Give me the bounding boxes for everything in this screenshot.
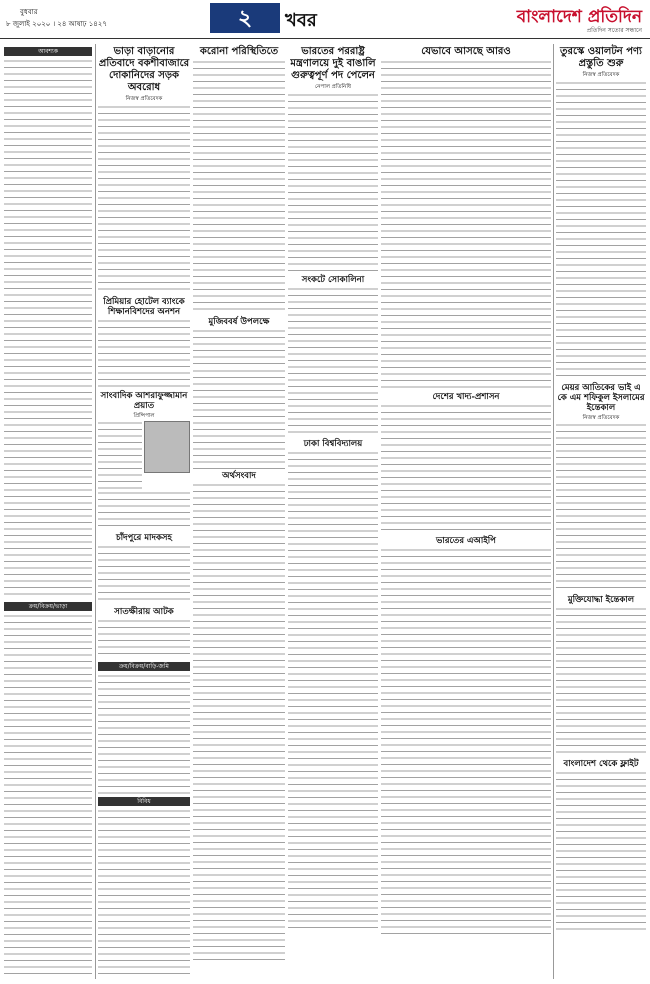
article-headline: মুক্তিযোদ্ধা ইন্তেকাল bbox=[567, 595, 635, 605]
classified-block bbox=[4, 614, 92, 974]
classified-heading: ক্রয়/বিক্রয়/ভাড়া bbox=[4, 602, 92, 611]
classified-block bbox=[98, 809, 190, 979]
article-body bbox=[556, 607, 646, 757]
article-body bbox=[288, 93, 378, 273]
classified-heading: বিবিধ bbox=[98, 797, 190, 806]
article-body bbox=[288, 287, 378, 437]
column-rule bbox=[95, 44, 96, 979]
article-body bbox=[98, 319, 190, 389]
classifieds-column bbox=[4, 44, 92, 979]
article-column bbox=[98, 44, 190, 979]
article-body bbox=[381, 548, 551, 938]
article-byline: নিজস্ব প্রতিবেদক bbox=[582, 72, 620, 78]
classified-block bbox=[98, 674, 190, 794]
article-headline: তুরস্কে ওয়ালটন পণ্য প্রস্তুতি শুরু bbox=[560, 46, 642, 69]
article-body bbox=[98, 545, 190, 605]
brand-tagline: প্রতিদিন সত্যের সন্ধানে bbox=[586, 27, 642, 34]
article-byline: প্রিন্সিপাল bbox=[133, 412, 155, 419]
section-title: খবর bbox=[285, 10, 317, 31]
article-headline: সাংবাদিক আশরাফুজ্জামান প্রয়াত bbox=[100, 390, 188, 411]
article-body bbox=[98, 619, 190, 659]
page-number: ২ bbox=[210, 3, 280, 33]
article-headline: ভারতের পররাষ্ট্র মন্ত্রণালয়ে দুই বাঙালি গুরুত্বপূর্ণ পদ পেলেন bbox=[290, 46, 376, 81]
obituary-block bbox=[98, 421, 190, 491]
classified-heading: ক্রয়/বিক্রয়/বাড়ি-জমি bbox=[98, 662, 190, 671]
classified-heading: আবশ্যক bbox=[4, 47, 92, 56]
article-headline: বাংলাদেশ থেকে ফ্লাইট bbox=[563, 759, 639, 769]
article-column bbox=[381, 44, 551, 979]
classified-block bbox=[4, 59, 92, 599]
article-headline: চাঁদপুরে মাদকসহ bbox=[115, 533, 172, 543]
article-body bbox=[381, 60, 551, 390]
article-headline: যেভাবে আসছে আরও bbox=[421, 46, 511, 57]
article-body bbox=[98, 105, 190, 295]
article-body bbox=[381, 404, 551, 534]
article-body bbox=[193, 483, 285, 963]
article-headline: মেয়র আতিকের ভাই এ কে এম শফিকুল ইসলামের ইন্তেকাল bbox=[557, 382, 645, 413]
article-headline: করোনা পরিস্থিতিতে bbox=[199, 46, 279, 57]
portrait-photo bbox=[144, 421, 190, 473]
article-headline: মুজিববর্ষ উপলক্ষে bbox=[208, 317, 270, 327]
article-headline: ঢাকা বিশ্ববিদ্যালয় bbox=[303, 438, 363, 449]
article-byline: নিজস্ব প্রতিবেদক bbox=[582, 414, 620, 421]
article-column bbox=[288, 44, 378, 979]
article-body bbox=[193, 60, 285, 315]
article-body bbox=[556, 81, 646, 381]
article-body bbox=[556, 771, 646, 931]
article-headline: সাতক্ষীরায় আটক bbox=[114, 607, 174, 617]
column-rule bbox=[553, 44, 554, 979]
article-headline: ভাড়া বাড়ানোর প্রতিবাদে বকশীবাজারে দোকানিদের সড়ক অবরোধ bbox=[98, 46, 190, 93]
article-headline: সংকটে সোকালিনা bbox=[301, 274, 365, 285]
masthead bbox=[0, 0, 650, 39]
article-body bbox=[556, 423, 646, 593]
article-body bbox=[193, 369, 285, 469]
article-body bbox=[288, 451, 378, 931]
article-headline: দেশের খাদ্য-প্রশাসন bbox=[432, 392, 500, 402]
article-byline: নেপাল প্রতিনিধি bbox=[314, 84, 351, 90]
masthead-day: বুধবার bbox=[20, 8, 38, 16]
article-byline: নিজস্ব প্রতিবেদক bbox=[125, 96, 163, 102]
masthead-date: ৮ জুলাই ২০২০ । ২৪ আষাঢ় ১৪২৭ bbox=[6, 20, 107, 28]
article-column bbox=[556, 44, 646, 979]
article-headline: অর্থসংবাদ bbox=[222, 471, 256, 481]
article-column bbox=[193, 44, 285, 979]
article-body bbox=[98, 491, 190, 531]
article-headline: প্রিমিয়ার হোটেল ব্যাংকে শিক্ষানবিশদের অনশন bbox=[103, 296, 185, 317]
brand-logo: বাংলাদেশ প্রতিদিন bbox=[516, 7, 642, 27]
article-headline: ভারতের এআইপি bbox=[436, 536, 496, 546]
article-body bbox=[193, 329, 285, 369]
